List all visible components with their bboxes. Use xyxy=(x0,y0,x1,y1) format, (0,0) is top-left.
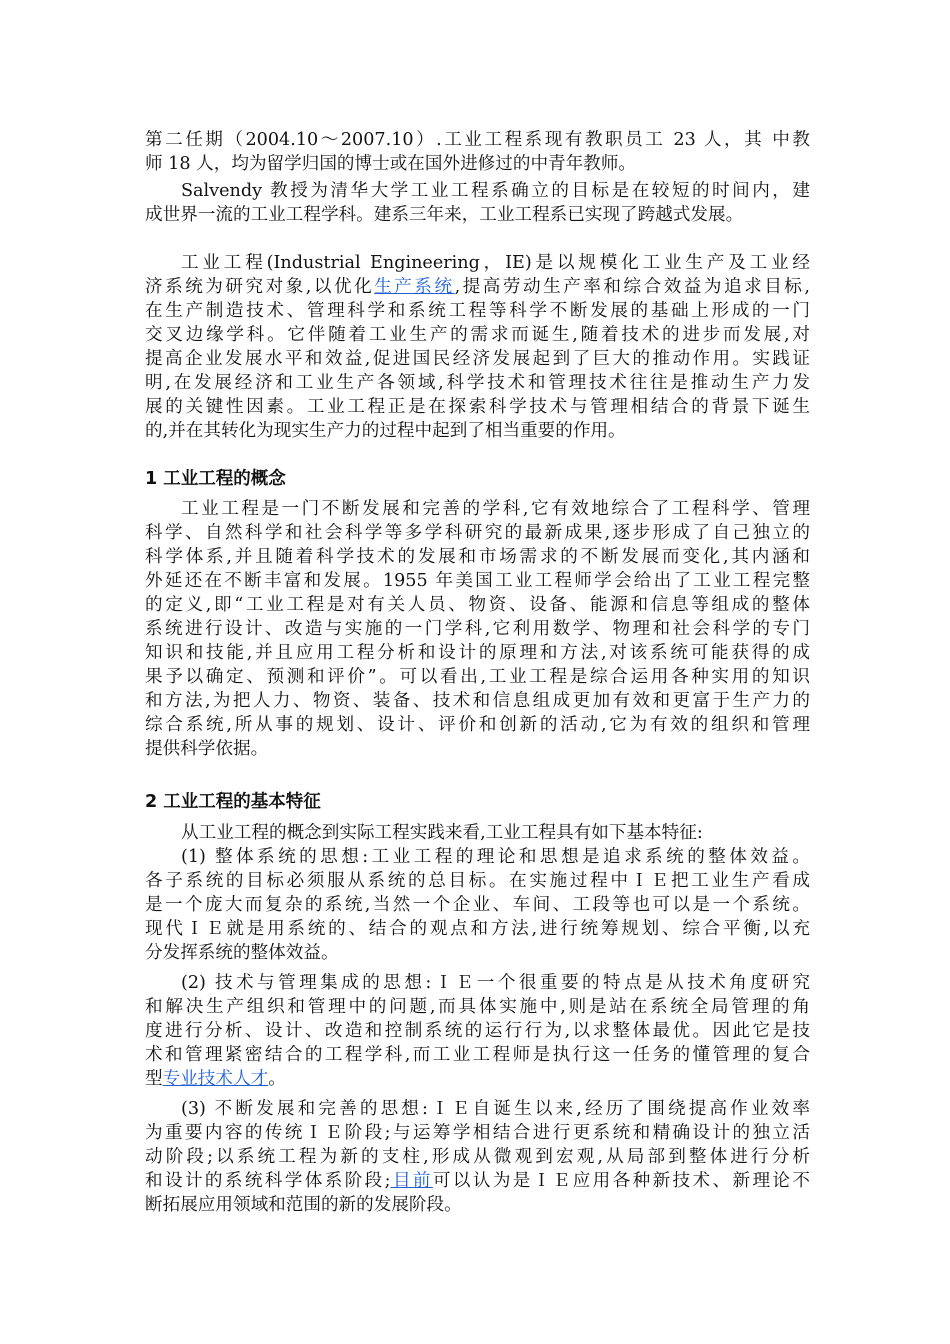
paragraph-line: 科学、自然科学和社会科学等多学科研究的最新成果,逐步形成了自己独立的 xyxy=(145,523,810,543)
paragraph-line: Salvendy 教授为清华大学工业工程系确立的目标是在较短的时间内，建 xyxy=(181,181,810,201)
paragraph-line: 分发挥系统的整体效益。 xyxy=(145,943,339,963)
paragraph-line: 现代ＩＥ就是用系统的、结合的观点和方法,进行统筹规划、综合平衡,以充 xyxy=(145,919,810,939)
paragraph-line: 的定义,即“工业工程是对有关人员、物资、设备、能源和信息等组成的整体 xyxy=(145,595,810,615)
paragraph-line: 师 18 人，均为留学归国的博士或在国外进修过的中青年教师。 xyxy=(145,154,637,174)
text-span: 可以认为是ＩＥ应用各种新技术、新理论不 xyxy=(432,1171,810,1191)
paragraph-line: 度进行分析、设计、改造和控制系统的运行行为,以求整体最优。因此它是技 xyxy=(145,1021,810,1041)
paragraph-line: 展的关键性因素。工业工程正是在探索科学技术与管理相结合的背景下诞生 xyxy=(145,397,810,417)
paragraph-line xyxy=(145,275,810,299)
paragraph-line: (1) 整体系统的思想:工业工程的理论和思想是追求系统的整体效益。 xyxy=(181,847,810,867)
text-span: 济系统为研究对象,以优化 xyxy=(145,277,375,297)
paragraph-line: (2) 技术与管理集成的思想:ＩＥ一个很重要的特点是从技术角度研究 xyxy=(181,973,810,993)
paragraph-line: 和解决生产组织和管理中的问题,而具体实施中,则是站在系统全局管理的角 xyxy=(145,997,810,1017)
production-system-link[interactable]: 生产系统 xyxy=(374,277,455,297)
paragraph-line: 从工业工程的概念到实际工程实践来看,工业工程具有如下基本特征: xyxy=(181,823,703,843)
currently-link[interactable]: 目前 xyxy=(390,1171,433,1191)
paragraph-line: 提高企业发展水平和效益,促进国民经济发展起到了巨大的推动作用。实践证 xyxy=(145,349,810,369)
paragraph-line: 系统进行设计、改造与实施的一门学科,它利用数学、物理和社会科学的专门 xyxy=(145,619,810,639)
paragraph-line: 明,在发展经济和工业生产各领域,科学技术和管理技术往往是推动生产力发 xyxy=(145,373,810,393)
paragraph-line: 工业工程是一门不断发展和完善的学科,它有效地综合了工程科学、管理 xyxy=(181,499,810,519)
paragraph-line: 工业工程(Industrial Engineering，IE)是以规模化工业生产及工业经 xyxy=(181,253,810,273)
paragraph-line: 是一个庞大而复杂的系统,当然一个企业、车间、工段等也可以是一个系统。 xyxy=(145,895,810,915)
paragraph-line: 术和管理紧密结合的工程学科,而工业工程师是执行这一任务的懂管理的复合 xyxy=(145,1045,810,1065)
paragraph-line: 果予以确定、预测和评价”。可以看出,工业工程是综合运用各种实用的知识 xyxy=(145,667,810,687)
paragraph-line: 知识和技能,并且应用工程分析和设计的原理和方法,对该系统可能获得的成 xyxy=(145,643,810,663)
text-span: 和设计的系统科学体系阶段; xyxy=(145,1171,391,1191)
section-heading: 2 工业工程的基本特征 xyxy=(145,792,321,812)
paragraph-line: 动阶段;以系统工程为新的支柱,形成从微观到宏观,从局部到整体进行分析 xyxy=(145,1147,810,1167)
paragraph-line: 提供科学依据。 xyxy=(145,739,269,759)
paragraph-line: 综合系统,所从事的规划、设计、评价和创新的活动,它为有效的组织和管理 xyxy=(145,715,810,735)
paragraph-line: 在生产制造技术、管理科学和系统工程等科学不断发展的基础上形成的一门 xyxy=(145,301,810,321)
section-heading: 1 工业工程的概念 xyxy=(145,469,286,489)
paragraph-line: 第二任期（2004.10～2007.10）.工业工程系现有教职员工 23 人，其 中教 xyxy=(145,130,810,150)
text-span: 。 xyxy=(268,1069,286,1089)
paragraph-line: 交叉边缘学科。它伴随着工业生产的需求而诞生,随着技术的进步而发展,对 xyxy=(145,325,810,345)
paragraph-line: 断拓展应用领域和范围的新的发展阶段。 xyxy=(145,1195,462,1215)
text-span: 型 xyxy=(145,1069,163,1089)
paragraph-line: 为重要内容的传统ＩＥ阶段;与运筹学相结合进行更系统和精确设计的独立活 xyxy=(145,1123,810,1143)
professional-talent-link[interactable]: 专业技术人才 xyxy=(162,1069,269,1089)
paragraph-line xyxy=(145,1067,810,1091)
paragraph-line: 外延还在不断丰富和发展。1955 年美国工业工程师学会给出了工业工程完整 xyxy=(145,571,810,591)
paragraph-line: 和方法,为把人力、物资、装备、技术和信息组成更加有效和更富于生产力的 xyxy=(145,691,810,711)
paragraph-line: 科学体系,并且随着科学技术的发展和市场需求的不断发展而变化,其内涵和 xyxy=(145,547,810,567)
paragraph-line: 的,并在其转化为现实生产力的过程中起到了相当重要的作用。 xyxy=(145,421,626,441)
paragraph-line: (3) 不断发展和完善的思想:ＩＥ自诞生以来,经历了围绕提高作业效率 xyxy=(181,1099,810,1119)
text-span: ,提高劳动生产率和综合效益为追求目标, xyxy=(454,277,810,297)
paragraph-line: 各子系统的目标必须服从系统的总目标。在实施过程中ＩＥ把工业生产看成 xyxy=(145,871,810,891)
paragraph-line xyxy=(145,1169,810,1193)
paragraph-line: 成世界一流的工业工程学科。建系三年来，工业工程系已实现了跨越式发展。 xyxy=(145,205,744,225)
